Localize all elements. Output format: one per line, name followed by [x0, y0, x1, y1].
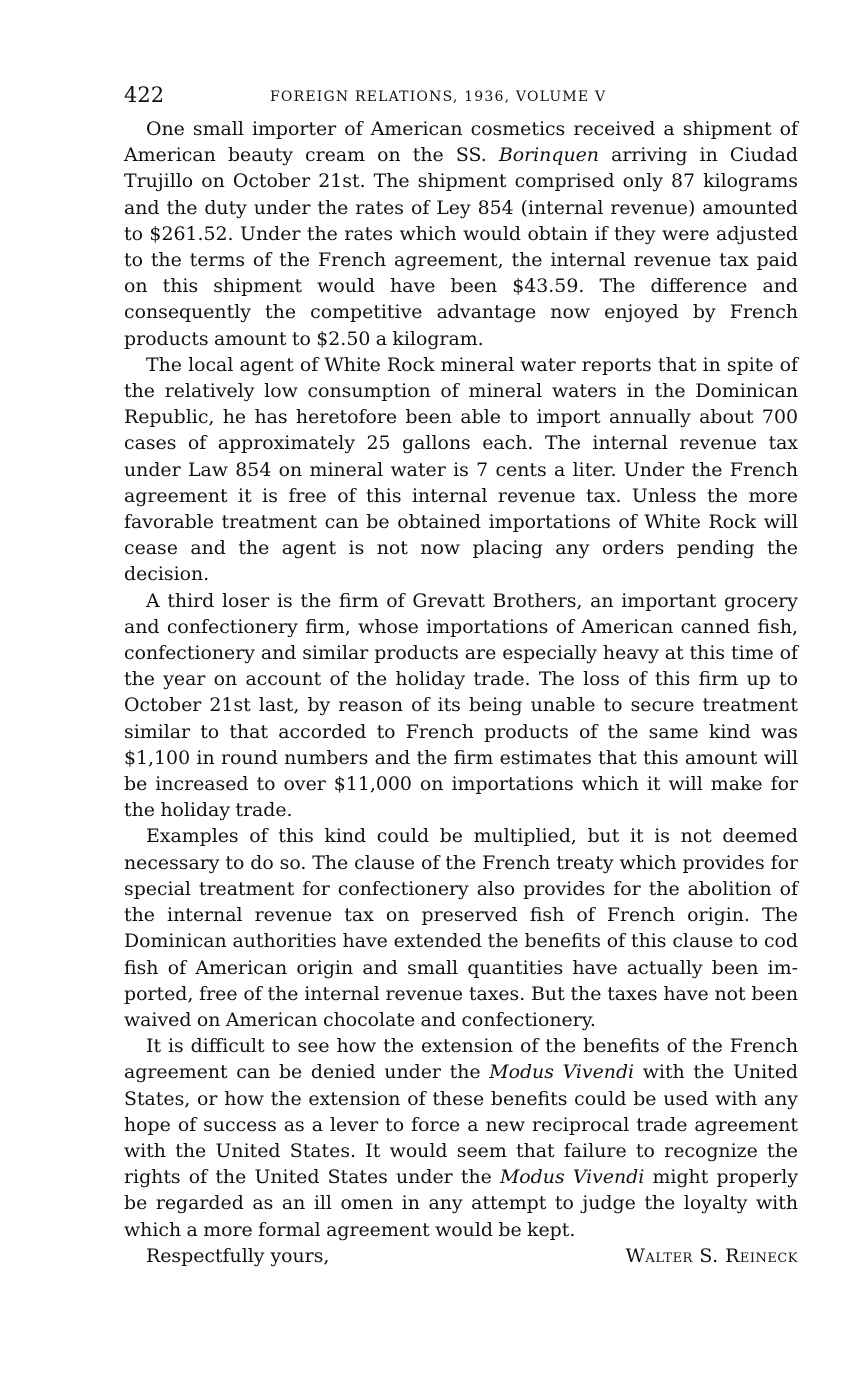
paragraph-grevatt-brothers: A third loser is the firm of Grevatt Brothers, an important grocery and confectionery firm, whose importations of American canned fish, confectionery and similar products are especially heavy at this time of the year on account of the holiday trade. The loss of this firm up to October 21st last, by reason of its being unable to secure treatment similar to that accorded to French products of the same kind was $1,100 in round numbers and the firm estimates that this amount will be increased to over $11,000 on importations which it will make for the holiday trade.	[124, 589, 798, 822]
letter-body	[124, 116, 798, 1243]
paragraph-text: arriving in Ciudad Trujillo on October 21st. The shipment comprised only 87 kilograms and the duty under the rates of Ley 854 (internal revenue) amounted to $261.52. Under the rates which would obtain if they were adjusted to the terms of the French agreement, the internal revenue tax paid on this shipment would have been $43.59. The difference and consequently the competitive advantage now enjoyed by French products amount to $2.50 a kilogram.	[124, 144, 798, 350]
complimentary-close: Respectfully yours,	[146, 1244, 330, 1267]
paragraph-white-rock: The local agent of White Rock mineral water reports that in spite of the relatively low consumption of mineral waters in the Dominican Republic, he has heretofore been able to import annually about 700 cases of approximately 25 gallons each. The internal revenue tax under Law 854 on mineral water is 7 cents a liter. Under the French agreement it is free of this internal revenue tax. Unless the more favorable treatment can be obtained importations of White Rock will cease and the agent is not now placing any orders pending the decision.	[124, 353, 798, 586]
paragraph-text: might properly be regarded as an ill omen in any attempt to judge the loyalty with which a more formal agreement would be kept.	[124, 1166, 798, 1241]
page-number: 422	[124, 83, 165, 107]
page-header	[124, 80, 798, 116]
paragraph-text: with the United States, or how the extension of these benefits could be used with any hope of success as a lever to force a new reciprocal trade agreement with the United States. It would seem that failure to recognize the rights of the United States under the	[124, 1061, 798, 1189]
paragraph-text: One small importer of American cosmetics received a shipment of American beauty cream on the SS.	[124, 118, 798, 167]
document-page	[124, 80, 798, 1273]
running-head: FOREIGN RELATIONS, 1936, VOLUME V	[270, 89, 607, 105]
paragraph-text: It is difficult to see how the extension of the benefits of the French agreement can be denied under the	[124, 1035, 798, 1084]
treaty-name: Modus Vivendi	[499, 1166, 645, 1189]
paragraph-cosmetics	[124, 116, 798, 352]
treaty-name: Modus Vivendi	[489, 1061, 635, 1084]
signature: Walter S. Reineck	[625, 1244, 798, 1267]
paragraph-examples: Examples of this kind could be multiplied, but it is not deemed necessary to do so. The clause of the French treaty which provides for special treatment for confectionery also provides for the abolition of the internal revenue tax on preserved fish of French origin. The Dominican authorities have extended the benefits of this clause to cod fish of American origin and small quantities have actually been imported, free of the internal revenue taxes. But the taxes have not been waived on American chocolate and confectionery.	[124, 825, 798, 1031]
letter-closing	[124, 1243, 798, 1273]
ship-name: Borinquen	[498, 144, 599, 167]
paragraph-modus-vivendi	[124, 1033, 798, 1243]
